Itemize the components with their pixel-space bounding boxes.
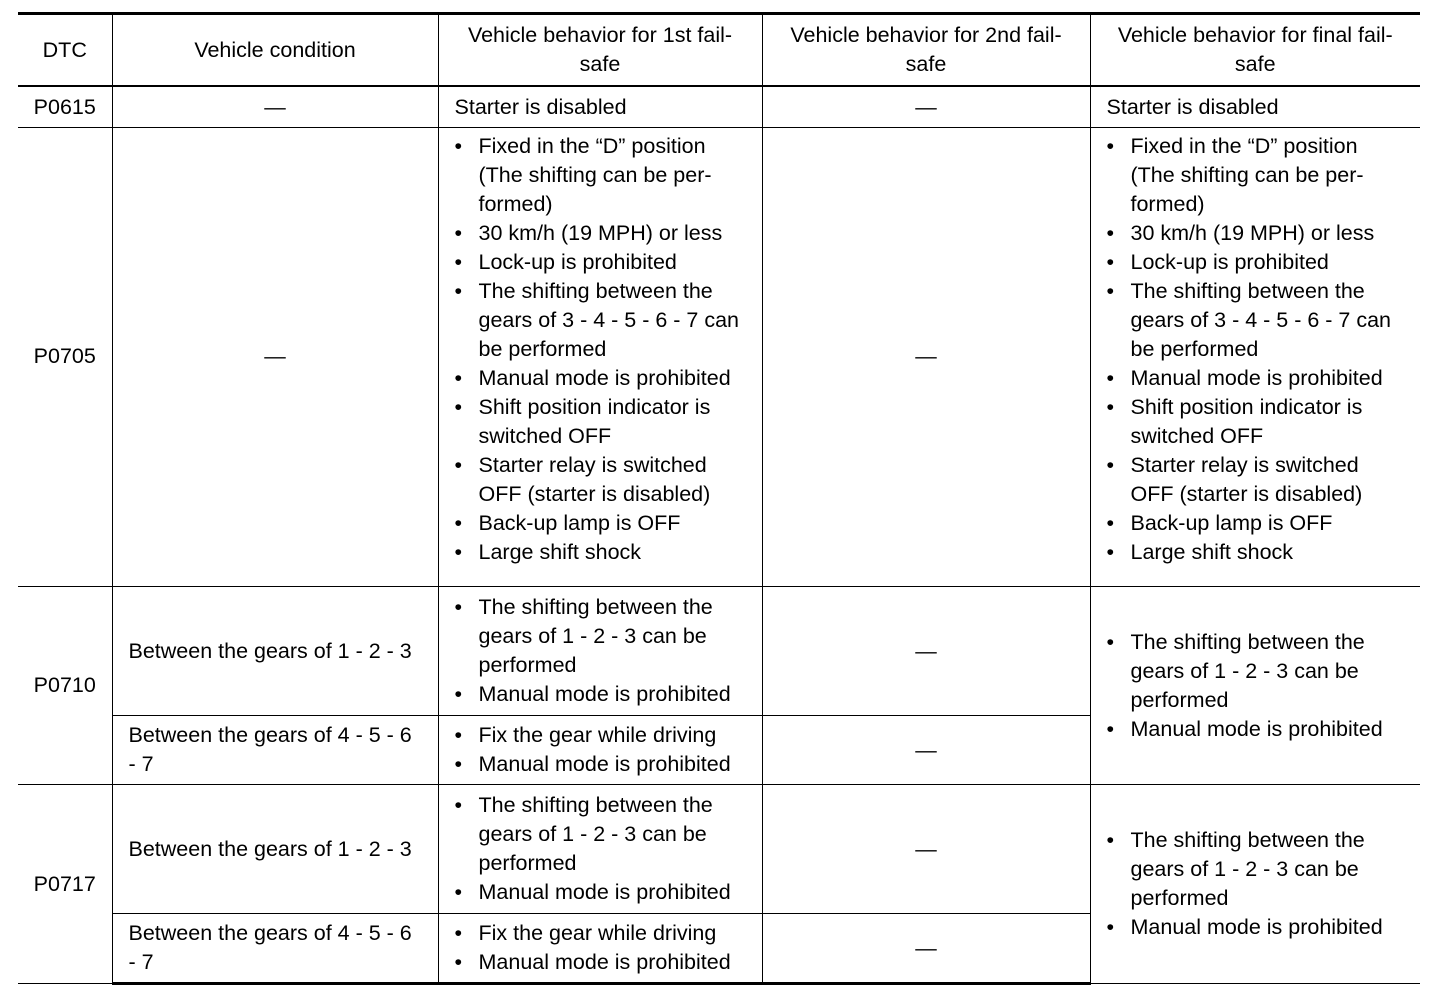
second-fail-safe-dash: — <box>762 785 1090 914</box>
first-fail-safe <box>438 587 762 716</box>
row-p0615 <box>18 86 1420 128</box>
vehicle-condition-dash: — <box>112 128 438 587</box>
bullet-item: • The shifting between the gears of 3 - 4 - 5 - 6 - 7 can be performed <box>455 277 746 364</box>
bullet-item: • Manual mode is prohibited <box>1107 364 1405 393</box>
header-row <box>18 14 1420 87</box>
dtc-code: P0705 <box>18 128 112 587</box>
second-fail-safe-dash: — <box>762 128 1090 587</box>
bullet-item: • Manual mode is prohibited <box>455 364 746 393</box>
bullet-item: • Lock-up is prohibited <box>1107 248 1405 277</box>
vehicle-condition-dash: — <box>112 86 438 128</box>
bullet-list <box>455 791 746 907</box>
bullet-item: • Back-up lamp is OFF <box>455 509 746 538</box>
bullet-item: • The shifting between the gears of 1 - 2 - 3 can be performed <box>455 791 746 878</box>
second-fail-safe-dash: — <box>762 587 1090 716</box>
final-fail-safe: Starter is disabled <box>1090 86 1420 128</box>
final-fail-safe <box>1090 128 1420 587</box>
fail-safe-table <box>18 12 1420 985</box>
bullet-item: • The shifting between the gears of 1 - 2 - 3 can be performed <box>1107 826 1405 913</box>
first-fail-safe <box>438 716 762 785</box>
bullet-item: • Manual mode is prohibited <box>455 948 746 977</box>
bullet-item: • Shift position indicator is switched OFF <box>455 393 746 451</box>
bullet-item: • Fixed in the “D” position (The shifting can be per- formed) <box>455 132 746 219</box>
bullet-item: • Lock-up is prohibited <box>455 248 746 277</box>
bullet-item: • Shift position indicator is switched OFF <box>1107 393 1405 451</box>
bullet-item: • The shifting between the gears of 1 - 2 - 3 can be performed <box>1107 628 1405 715</box>
vehicle-condition: Between the gears of 4 - 5 - 6 - 7 <box>112 716 438 785</box>
second-fail-safe-dash: — <box>762 716 1090 785</box>
bullet-item: • Fixed in the “D” position (The shifting can be per- formed) <box>1107 132 1405 219</box>
vehicle-condition: Between the gears of 4 - 5 - 6 - 7 <box>112 914 438 984</box>
vehicle-condition: Between the gears of 1 - 2 - 3 <box>112 785 438 914</box>
bullet-item: • Manual mode is prohibited <box>455 750 746 779</box>
bullet-item: • 30 km/h (19 MPH) or less <box>455 219 746 248</box>
dtc-code: P0710 <box>18 587 112 785</box>
first-fail-safe: Starter is disabled <box>438 86 762 128</box>
second-fail-safe-dash: — <box>762 914 1090 984</box>
bullet-item: • Manual mode is prohibited <box>455 680 746 709</box>
final-fail-safe <box>1090 785 1420 984</box>
bullet-item: • The shifting between the gears of 1 - 2 - 3 can be performed <box>455 593 746 680</box>
dtc-code: P0615 <box>18 86 112 128</box>
bullet-item: • Manual mode is prohibited <box>1107 715 1405 744</box>
bullet-list <box>455 919 746 977</box>
bullet-item: • Large shift shock <box>1107 538 1405 567</box>
second-fail-safe-dash: — <box>762 86 1090 128</box>
dtc-code: P0717 <box>18 785 112 984</box>
bullet-list <box>455 593 746 709</box>
first-fail-safe <box>438 785 762 914</box>
bullet-item: • Starter relay is switched OFF (starter is disabled) <box>1107 451 1405 509</box>
bullet-list <box>455 132 746 567</box>
bullet-item: • 30 km/h (19 MPH) or less <box>1107 219 1405 248</box>
row-p0717-a <box>18 785 1420 914</box>
header-2nd-fail-safe: Vehicle behavior for 2nd fail-safe <box>762 14 1090 87</box>
header-vehicle-condition: Vehicle condition <box>112 14 438 87</box>
first-fail-safe <box>438 128 762 587</box>
first-fail-safe <box>438 914 762 984</box>
bullet-list <box>1107 628 1405 744</box>
final-fail-safe <box>1090 587 1420 785</box>
header-final-fail-safe: Vehicle behavior for final fail-safe <box>1090 14 1420 87</box>
bullet-item: • The shifting between the gears of 3 - 4 - 5 - 6 - 7 can be performed <box>1107 277 1405 364</box>
bullet-item: • Manual mode is prohibited <box>455 878 746 907</box>
bullet-item: • Large shift shock <box>455 538 746 567</box>
bullet-list <box>455 721 746 779</box>
row-p0705 <box>18 128 1420 587</box>
bullet-item: • Back-up lamp is OFF <box>1107 509 1405 538</box>
header-dtc: DTC <box>18 14 112 87</box>
bullet-item: • Fix the gear while driving <box>455 919 746 948</box>
vehicle-condition: Between the gears of 1 - 2 - 3 <box>112 587 438 716</box>
bullet-list <box>1107 826 1405 942</box>
bullet-list <box>1107 132 1405 567</box>
header-1st-fail-safe: Vehicle behavior for 1st fail-safe <box>438 14 762 87</box>
bullet-item: • Manual mode is prohibited <box>1107 913 1405 942</box>
row-p0710-a <box>18 587 1420 716</box>
bullet-item: • Starter relay is switched OFF (starter is disabled) <box>455 451 746 509</box>
bullet-item: • Fix the gear while driving <box>455 721 746 750</box>
